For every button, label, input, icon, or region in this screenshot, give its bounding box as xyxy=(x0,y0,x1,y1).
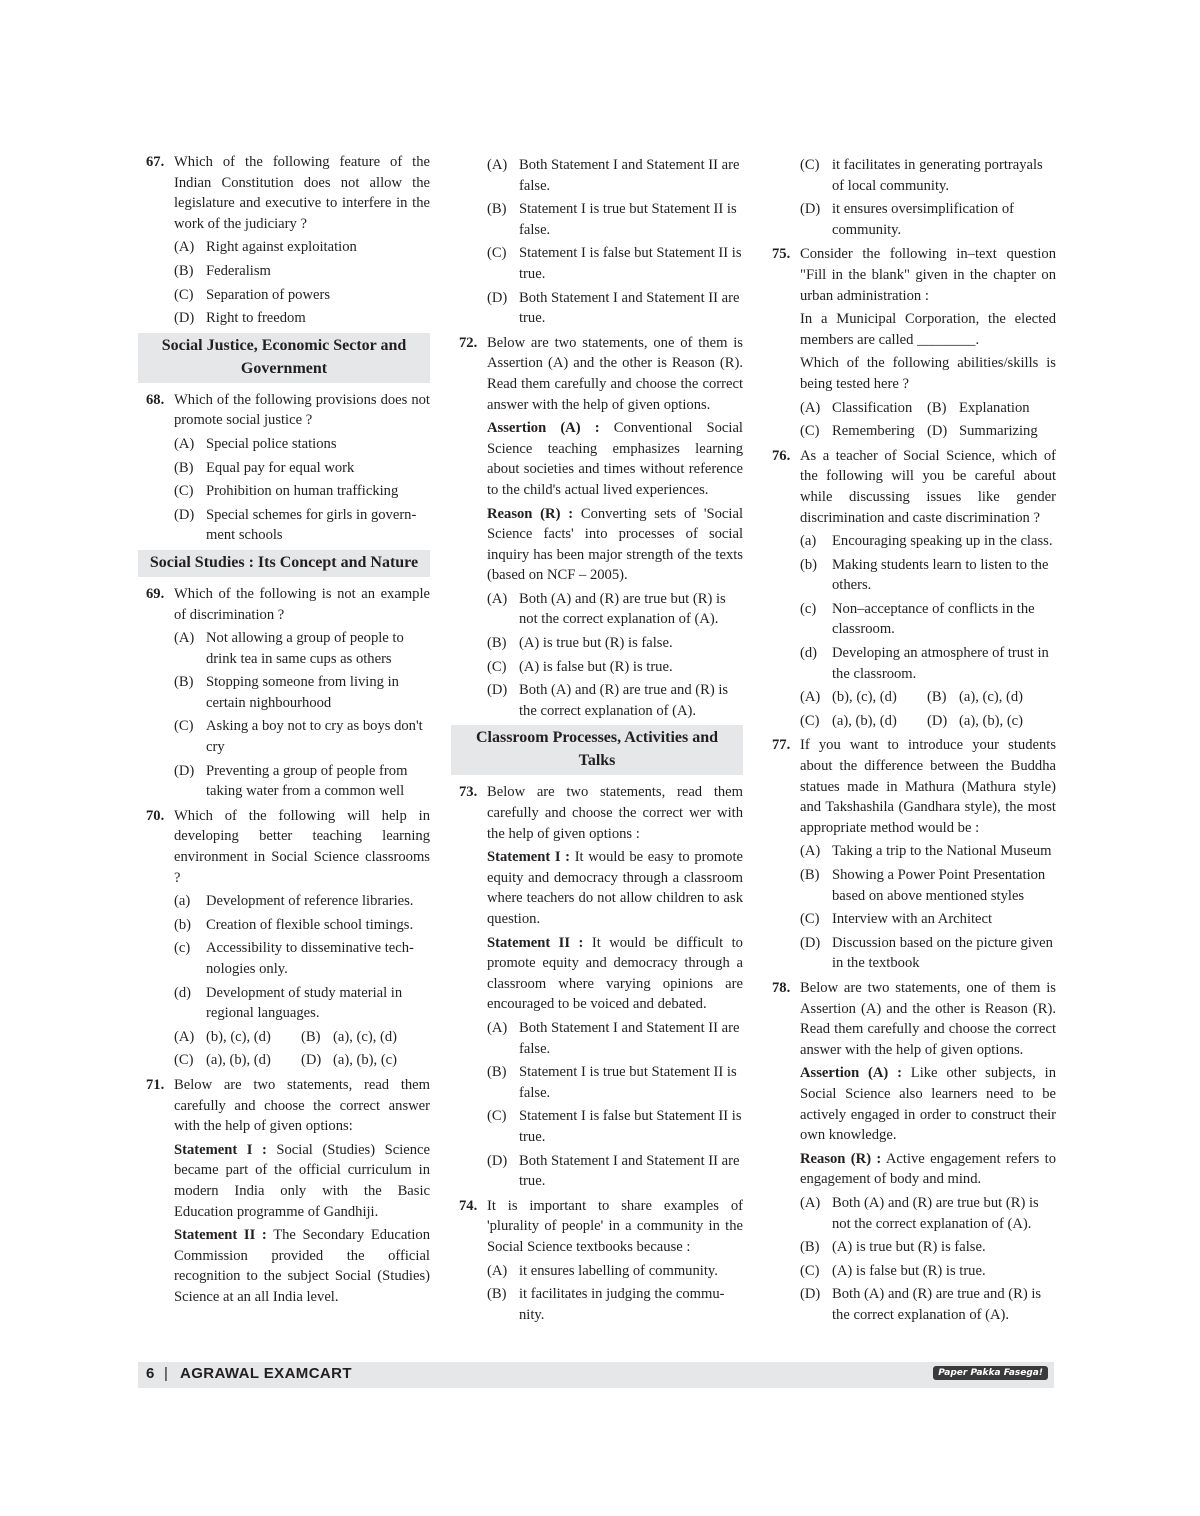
question-block xyxy=(138,806,430,1071)
statement xyxy=(800,309,1056,350)
option-label: (A) xyxy=(174,239,195,256)
option xyxy=(487,1151,743,1192)
answer-choice xyxy=(927,711,1056,732)
option-text: Special police stations xyxy=(206,435,337,452)
question-text: Below are two statements, one of them is Assertion (A) and the other is Reason (R). Read them carefully and choose the correct answer with the help of given options. xyxy=(487,334,743,413)
option-text: Both Statement I and Statement II are false. xyxy=(519,1019,740,1057)
option-label: (B) xyxy=(800,867,820,883)
question-block xyxy=(451,782,743,1191)
statement-label: Reason (R) : xyxy=(487,505,574,522)
statement-label: Statement I : xyxy=(174,1141,267,1158)
statement-label: Statement II : xyxy=(487,934,584,951)
option xyxy=(487,1284,743,1325)
answer-choice-text: (a), (b), (c) xyxy=(333,1052,398,1069)
option xyxy=(487,1106,743,1147)
option-text: (A) is true but (R) is false. xyxy=(832,1239,986,1256)
question-text: Which of the following feature of the Indian Constitution does not allow the legislature and executive to interfere in the work of the judiciary ? xyxy=(174,154,430,232)
option xyxy=(174,434,430,455)
question-number: 77. xyxy=(772,737,791,754)
option-text: Development of reference libraries. xyxy=(206,893,414,910)
option xyxy=(800,643,1056,684)
option-text: Both (A) and (R) are true and (R) is the correct explanation of (A). xyxy=(519,682,729,719)
question-block xyxy=(451,333,743,722)
answer-choice xyxy=(800,711,927,732)
option-text: Creation of flexible school timings. xyxy=(206,916,414,933)
option-text: it ensures oversimplification of community. xyxy=(832,201,1014,238)
answer-choice-row xyxy=(800,398,1056,419)
page-footer xyxy=(138,1362,1054,1388)
option-label: (D) xyxy=(487,289,508,306)
question-block xyxy=(138,152,430,329)
question-text: If you want to introduce your students about the difference between the Buddha statues made in Mathura (Mathura style) and Takshashila (Gandhara style), the most appropriate method would be : xyxy=(800,737,1056,836)
option-label: (A) xyxy=(487,1262,508,1279)
option xyxy=(174,983,430,1024)
answer-choice-label: (B) xyxy=(927,399,947,416)
option-label: (A) xyxy=(800,843,821,860)
footer-separator: | xyxy=(164,1365,168,1382)
option-text: Asking a boy not to cry as boys don't cry xyxy=(206,718,423,756)
question-block xyxy=(764,244,1056,441)
option-label: (C) xyxy=(800,157,820,173)
option xyxy=(487,1062,743,1103)
answer-choice-text: (a), (c), (d) xyxy=(959,689,1024,706)
answer-choice-row xyxy=(174,1050,430,1071)
question-text: Consider the following in–text question "Fill in the blank" given in the chapter on urban administration : xyxy=(800,246,1056,304)
answer-choice xyxy=(800,421,927,442)
option xyxy=(487,155,743,196)
answer-choice xyxy=(800,687,927,708)
option xyxy=(174,237,430,258)
answer-choice-label: (D) xyxy=(927,712,948,729)
statement xyxy=(487,418,743,500)
option xyxy=(174,628,430,669)
option-text: Showing a Power Point Presentation based on above mentioned styles xyxy=(832,867,1046,904)
option-text: it ensures labelling of community. xyxy=(519,1262,718,1279)
answer-choice xyxy=(927,421,1056,442)
question-block xyxy=(764,446,1056,732)
option xyxy=(174,308,430,329)
tagline-badge: Paper Pakka Fasega! xyxy=(933,1366,1048,1380)
option-label: (d) xyxy=(800,645,818,662)
option-label: (B) xyxy=(487,201,507,218)
option-text: Both (A) and (R) are true but (R) is not the correct explanation of (A). xyxy=(519,590,726,628)
section-heading: Social Studies : Its Concept and Nature xyxy=(138,550,430,577)
question-text: Below are two statements, read them carefully and choose the correct answer with the help of given options: xyxy=(174,1076,430,1135)
statement xyxy=(800,1149,1056,1190)
option-label: (B) xyxy=(174,674,194,691)
option-text: Both Statement I and Statement II are true. xyxy=(519,289,740,327)
option-text: Development of study material in regional languages. xyxy=(206,984,403,1022)
option-text: Right against exploitation xyxy=(206,239,357,256)
question-text: Below are two statements, read them carefully and choose the correct wer with the help of given options : xyxy=(487,784,743,842)
option xyxy=(174,915,430,936)
option-label: (D) xyxy=(800,201,821,218)
option-label: (D) xyxy=(174,310,195,327)
column-1 xyxy=(138,152,430,1312)
answer-choice-row xyxy=(800,711,1056,732)
option-text: Taking a trip to the National Museum xyxy=(832,843,1052,860)
option-label: (c) xyxy=(174,940,191,957)
option-text: (A) is true but (R) is false. xyxy=(519,635,673,652)
option-label: (C) xyxy=(174,718,194,735)
option-text: Discussion based on the picture given in the textbook xyxy=(832,934,1053,972)
answer-choice-text: Remembering xyxy=(832,423,915,440)
option xyxy=(487,288,743,329)
option-text: Stopping someone from living in certain nighbourhood xyxy=(206,674,399,711)
option-label: (C) xyxy=(174,483,194,500)
statement-text: Active engagement refers to engagement of body and mind. xyxy=(800,1150,1056,1188)
answer-choice-text: (b), (c), (d) xyxy=(832,689,897,706)
option xyxy=(487,680,743,721)
statement-text: It would be easy to promote equity and democracy through a classroom where teachers do not allow children to ask question. xyxy=(487,849,743,927)
answer-choice-label: (C) xyxy=(174,1052,194,1069)
question-number: 75. xyxy=(772,246,791,263)
option xyxy=(174,891,430,912)
option-text: Federalism xyxy=(206,262,271,279)
statement xyxy=(487,847,743,929)
statement-text: In a Municipal Corporation, the elected members are called ________. xyxy=(800,311,1056,348)
page-number: 6 xyxy=(146,1365,155,1382)
option-label: (a) xyxy=(800,533,817,550)
statement xyxy=(487,933,743,1015)
question-block xyxy=(138,1075,430,1308)
option-label: (B) xyxy=(487,1064,507,1081)
option-label: (b) xyxy=(800,556,818,573)
option-label: (D) xyxy=(174,762,195,779)
option-label: (B) xyxy=(487,1286,507,1303)
statement-label: Reason (R) : xyxy=(800,1150,882,1167)
answer-choice-text: (a), (c), (d) xyxy=(333,1028,398,1045)
option-text: Statement I is true but Statement II is false. xyxy=(519,201,737,238)
question-block xyxy=(451,1196,743,1326)
question-number: 67. xyxy=(146,154,165,170)
answer-choice-label: (B) xyxy=(301,1028,321,1045)
option xyxy=(800,599,1056,640)
answer-choice-label: (A) xyxy=(800,689,821,706)
option xyxy=(487,199,743,240)
option xyxy=(487,633,743,654)
statement-text: Like other subjects, in Social Science also learners need to be actively engaged in order to construct their own knowledge. xyxy=(800,1065,1056,1144)
option-label: (B) xyxy=(487,635,507,652)
answer-choice xyxy=(301,1050,430,1071)
option xyxy=(487,1261,743,1282)
section-heading: Social Justice, Economic Sector and Government xyxy=(138,333,430,383)
statement xyxy=(174,1140,430,1222)
option xyxy=(800,865,1056,906)
option xyxy=(487,657,743,678)
question-block xyxy=(138,390,430,546)
option xyxy=(487,243,743,284)
answer-choice-label: (A) xyxy=(174,1028,195,1045)
question-text: As a teacher of Social Science, which of the following will you be careful about while discussing issues like gender discrimination and caste discrimination ? xyxy=(800,447,1056,526)
option-text: Statement I is true but Statement II is false. xyxy=(519,1064,737,1101)
answer-choice-text: (a), (b), (d) xyxy=(206,1052,271,1069)
statement-text: Which of the following abilities/skills is being tested here ? xyxy=(800,355,1056,392)
option-text: Developing an atmosphere of trust in the classroom. xyxy=(832,645,1049,682)
column-2 xyxy=(451,152,743,1329)
option-text: Separation of powers xyxy=(206,286,331,303)
statement xyxy=(800,353,1056,394)
answer-choice xyxy=(927,398,1056,419)
option-label: (B) xyxy=(174,262,194,279)
question-text: Below are two statements, one of them is Assertion (A) and the other is Reason (R). Read them carefully and choose the correct answer with the help of given options. xyxy=(800,979,1056,1058)
option-label: (D) xyxy=(487,682,508,699)
option-text: Preventing a group of people from taking water from a common well xyxy=(206,762,408,800)
question-number: 78. xyxy=(772,979,791,996)
option-label: (B) xyxy=(174,459,194,476)
option-label: (b) xyxy=(174,916,192,933)
option xyxy=(800,1237,1056,1258)
question-number: 71. xyxy=(146,1076,165,1093)
option xyxy=(800,1193,1056,1234)
statement-label: Statement II : xyxy=(174,1227,267,1244)
statement-label: Assertion (A) : xyxy=(800,1065,902,1082)
answer-choice-row xyxy=(174,1027,430,1048)
option-label: (A) xyxy=(174,435,195,452)
option-label: (A) xyxy=(487,590,508,607)
option xyxy=(800,841,1056,862)
option-text: (A) is false but (R) is true. xyxy=(519,658,673,675)
question-number: 69. xyxy=(146,585,165,602)
option-label: (C) xyxy=(487,658,507,675)
statement xyxy=(174,1225,430,1307)
question-block xyxy=(764,735,1056,974)
option xyxy=(800,531,1056,552)
answer-choice-text: Explanation xyxy=(959,399,1030,416)
option-text: Non–acceptance of conflicts in the classroom. xyxy=(832,600,1035,638)
section-heading: Classroom Processes, Activities and Talks xyxy=(451,725,743,775)
answer-choice-label: (A) xyxy=(800,399,821,416)
option-label: (d) xyxy=(174,984,192,1001)
option-text: Right to freedom xyxy=(206,310,306,327)
question-number: 74. xyxy=(459,1197,478,1214)
question-text: It is important to share examples of 'plurality of people' in a community in the Social Science textbooks because : xyxy=(487,1197,743,1255)
option xyxy=(487,1018,743,1059)
statement-text: Social (Studies) Science became part of the official curriculum in modern India only with the Basic Education programme of Gandhiji. xyxy=(174,1141,430,1220)
option-text: Interview with an Architect xyxy=(832,911,993,928)
option-label: (D) xyxy=(174,506,195,523)
option-text: Both (A) and (R) are true and (R) is the correct explanation of (A). xyxy=(832,1286,1042,1323)
answer-choice-text: (a), (b), (c) xyxy=(959,712,1024,729)
question-block xyxy=(764,978,1056,1326)
statement-text: The Secondary Education Commission provided the official recognition to the subject Social (Studies) Science at an all India level. xyxy=(174,1227,430,1305)
option xyxy=(174,458,430,479)
question-number: 68. xyxy=(146,391,165,408)
answer-choice-text: (a), (b), (d) xyxy=(832,712,897,729)
answer-choice-row xyxy=(800,421,1056,442)
option-label: (C) xyxy=(487,1108,507,1125)
option-text: Both (A) and (R) are true but (R) is not the correct explanation of (A). xyxy=(832,1194,1039,1232)
statement-label: Assertion (A) : xyxy=(487,420,600,437)
column-3 xyxy=(764,152,1056,1329)
option-label: (A) xyxy=(487,1019,508,1036)
question-text: Which of the following provisions does not promote social justice ? xyxy=(174,391,430,429)
option-text: Statement I is false but Statement II is true. xyxy=(519,1108,742,1145)
option xyxy=(174,261,430,282)
option-label: (B) xyxy=(800,1239,820,1256)
answer-choice xyxy=(174,1050,301,1071)
question-number: 76. xyxy=(772,447,791,464)
option xyxy=(800,1284,1056,1325)
option xyxy=(174,672,430,713)
answer-choice-row xyxy=(800,687,1056,708)
option-label: (C) xyxy=(174,286,194,303)
option-label: (C) xyxy=(800,911,820,928)
option-label: (D) xyxy=(800,934,821,951)
option xyxy=(800,1261,1056,1282)
option-text: Encouraging speaking up in the class. xyxy=(832,533,1053,550)
question-number: 70. xyxy=(146,807,165,824)
option-text: Prohibition on human trafficking xyxy=(206,483,399,500)
answer-choice-text: Classification xyxy=(832,399,913,416)
answer-choice-label: (D) xyxy=(301,1052,322,1069)
option xyxy=(800,933,1056,974)
statement-text: It would be difficult to promote equity and democracy through a classroom where varying opinions are encouraged to be voiced and debated. xyxy=(487,934,743,1013)
statement-text: Converting sets of 'Social Science facts' into processes of social inquiry has been major strength of the texts (based on NCF – 2005). xyxy=(487,505,743,584)
option-label: (C) xyxy=(800,1262,820,1279)
option-text: Both Statement I and Statement II are true. xyxy=(519,1152,740,1190)
answer-choice-label: (B) xyxy=(927,689,947,706)
question-number: 73. xyxy=(459,784,478,801)
answer-choice xyxy=(301,1027,430,1048)
option-label: (A) xyxy=(800,1194,821,1211)
option-label: (A) xyxy=(174,630,195,647)
answer-choice-label: (C) xyxy=(800,423,820,440)
option xyxy=(174,285,430,306)
publisher-brand: AGRAWAL EXAMCART xyxy=(180,1365,352,1382)
option xyxy=(800,155,1056,196)
option-text: Not allowing a group of people to drink tea in same cups as others xyxy=(206,630,404,667)
option xyxy=(174,716,430,757)
option-text: Making students learn to listen to the others. xyxy=(832,556,1049,594)
option xyxy=(800,909,1056,930)
answer-choice xyxy=(927,687,1056,708)
option-label: (c) xyxy=(800,600,817,617)
answer-choice-label: (D) xyxy=(927,423,948,440)
option-label: (A) xyxy=(487,157,508,173)
answer-choice-text: (b), (c), (d) xyxy=(206,1028,271,1045)
option xyxy=(800,555,1056,596)
option-text: it facilitates in judging the commu-nity. xyxy=(519,1286,725,1323)
option xyxy=(174,505,430,546)
statement xyxy=(800,1063,1056,1145)
statement-text: Conventional Social Science teaching emphasizes learning about societies and times without reference to the child's actual lived experiences. xyxy=(487,420,743,498)
question-continuation xyxy=(764,155,1056,240)
answer-choice-label: (C) xyxy=(800,712,820,729)
option-label: (a) xyxy=(174,893,191,910)
option xyxy=(174,938,430,979)
option-text: Statement I is false but Statement II is true. xyxy=(519,245,742,282)
option-text: Special schemes for girls in govern-ment schools xyxy=(206,506,417,544)
question-continuation xyxy=(451,155,743,329)
question-text: Which of the following will help in developing better teaching learning environment in Social Science classrooms ? xyxy=(174,807,430,886)
option-text: (A) is false but (R) is true. xyxy=(832,1262,986,1279)
option xyxy=(487,589,743,630)
answer-choice xyxy=(174,1027,301,1048)
option-label: (C) xyxy=(487,245,507,262)
question-text: Which of the following is not an example of discrimination ? xyxy=(174,585,430,623)
question-block xyxy=(138,584,430,802)
option-label: (D) xyxy=(800,1286,821,1303)
option-text: Accessibility to disseminative tech-nologies only. xyxy=(206,940,414,977)
option-text: Both Statement I and Statement II are false. xyxy=(519,157,740,194)
option xyxy=(174,761,430,802)
statement xyxy=(487,504,743,586)
option-text: Equal pay for equal work xyxy=(206,459,355,476)
option-label: (D) xyxy=(487,1152,508,1169)
option-text: it facilitates in generating portrayals of local community. xyxy=(832,157,1043,194)
answer-choice-text: Summarizing xyxy=(959,423,1038,440)
option xyxy=(800,199,1056,240)
answer-choice xyxy=(800,398,927,419)
option xyxy=(174,481,430,502)
question-number: 72. xyxy=(459,334,478,351)
statement-label: Statement I : xyxy=(487,849,571,866)
